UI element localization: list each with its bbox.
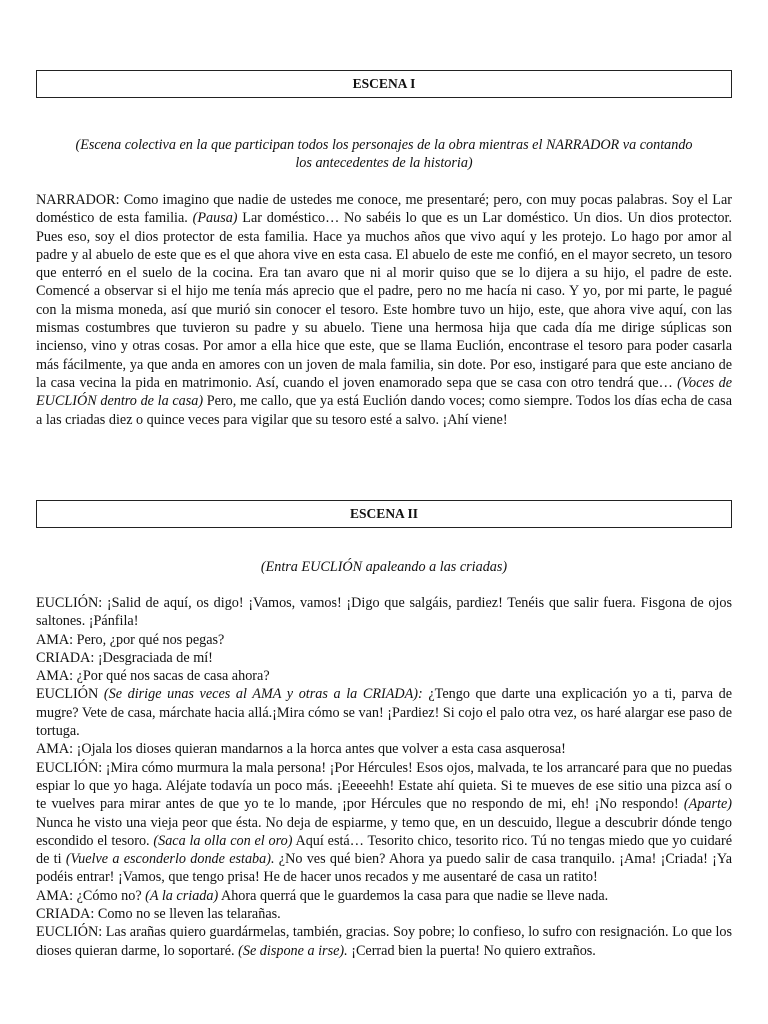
- speech-text: EUCLIÓN: [36, 686, 104, 703]
- stage-direction-inline: (Se dirige unas veces al AMA y otras a la CRIADA):: [103, 686, 423, 703]
- dialogue-line: [36, 649, 732, 667]
- stage-direction-inline: (Se dispone a irse).: [238, 942, 348, 959]
- speech-text: AMA: ¿Por qué nos sacas de casa ahora?: [36, 668, 270, 685]
- stage-direction-inline: (Aparte): [683, 796, 732, 813]
- stage-direction-inline: (Saca la olla con el oro): [153, 832, 293, 849]
- speech-text: CRIADA: ¡Desgraciada de mí!: [36, 649, 213, 666]
- speech-text: Aquí está… Tesorito chico, tesorito rico. Tú no tengas miedo que yo cuidaré de ti: [36, 832, 732, 868]
- stage-direction-line: (Entra EUCLIÓN apaleando a las criadas): [260, 559, 508, 575]
- speech-text: EUCLIÓN: Las arañas quiero guardármelas, también, gracias. Soy pobre; lo confieso, lo sufro con resignación. Lo que los dioses quieran darme, lo soportaré.: [36, 924, 732, 959]
- speech-text: ¿Tengo que darte una explicación yo a ti, parva de mugre? Vete de casa, márchate hacia allá.¡Mira cómo se van! ¡Pardiez! Si cojo el palo otra vez, os haré alargar ese paso de tortuga.: [36, 686, 733, 740]
- dialogue-line: [36, 685, 732, 740]
- speech-text: Nunca he visto una vieja peor que ésta. No deja de espiarme, y temo que, en un descuido, llegue a descubrir dónde tengo escondido el tesoro.: [36, 814, 732, 849]
- scene-1-heading-text: ESCENA I: [352, 76, 416, 91]
- scene-1-heading: [36, 70, 732, 98]
- speech-text: ¡Cerrad bien la puerta! No quiero extraños.: [347, 942, 596, 959]
- stage-direction-inline: (Pausa): [192, 210, 238, 227]
- dialogue-line: [36, 740, 732, 758]
- speech-text: EUCLIÓN: ¡Mira cómo murmura la mala persona! ¡Por Hércules! Esos ojos, malvada, te los arrancaré para que no puedas espiar lo que yo haga. Aléjate todavía un poco más. ¡Eeeeehh! Estate ahí quieta. Si te mueves de ese sitio una pizca así o te vuelves para mirar antes de que yo te lo mande, ¡por Hércules que no respondo de mi, eh! ¡No respondo!: [36, 759, 732, 813]
- stage-direction-inline: (Voces de EUCLIÓN dentro de la casa): [36, 374, 732, 410]
- speech-text: Ahora querrá que le guardemos la casa para que nadie se lleve nada.: [218, 887, 609, 904]
- dialogue-line: [36, 759, 732, 887]
- speech-text: ¿No ves qué bien? Ahora ya puedo salir de casa tranquilo. ¡Ama! ¡Criada! ¡Ya podéis entrar! ¡Vamos, que tengo prisa! He de hacer unos recados y me ausentaré de casa un ratito!: [36, 851, 732, 886]
- stage-direction-line: (Escena colectiva en la que participan todos los personajes de la obra mientras el NARRADOR va contando: [75, 137, 693, 153]
- dialogue-line: [36, 594, 732, 631]
- scene-2-dialogue: [36, 594, 732, 960]
- speech-text: NARRADOR: Como imagino que nadie de ustedes me conoce, me presentaré; pero, con muy pocas palabras. Soy el Lar doméstico de esta familia.: [36, 192, 732, 227]
- narrator-speech: [36, 191, 732, 429]
- speech-text: AMA: ¡Ojala los dioses quieran mandarnos a la horca antes que volver a esta casa asquerosa!: [36, 741, 566, 758]
- scene-1-stage-direction: [36, 136, 732, 173]
- stage-direction-inline: (A la criada): [145, 887, 219, 904]
- speech-text: AMA: ¿Cómo no?: [36, 887, 146, 904]
- dialogue-line: [36, 923, 732, 960]
- speech-text: Lar doméstico… No sabéis lo que es un Lar doméstico. Un dios. Un dios protector. Pues eso, soy el dios protector de esta familia. Hace ya muchos años que vivo aquí y les protejo. Lo hago por amor al padre y al abuelo de este que es el que ahora vive en esta casa. El abuelo de este me confió, en el mayor secreto, un tesoro que enterró en el suelo de la cocina. Era tan avaro que ni al morir quiso que se lo dijera a su hijo, el padre de este. Comencé a observar si el hijo me tenía más aprecio que el padre, pero no me hacía ni caso. Y yo, por mi parte, le pagué con la misma moneda, así que murió sin conocer el tesoro. Este hombre tuvo un hijo, este, que ahora vive aquí, con las mismas costumbres que tuvieron su padre y su abuelo. Tiene una hermosa hija que cada día me dirige súplicas son incienso, vino y otras cosas. Por amor a ella hice que este, que se llama Euclión, encontrase el tesoro para poder casarla más fácilmente, ya que anda en amores con un joven de mala familia, sin dote. Por eso, instigaré para que este anciano de la casa vecina la pida en matrimonio. Así, cuando el joven enamorado sepa que se casa con otro tendrá que…: [36, 210, 732, 391]
- dialogue-line: [36, 631, 732, 649]
- dialogue-line: [36, 905, 732, 923]
- scene-2-heading: [36, 500, 732, 528]
- speech-text: Pero, me callo, que ya está Euclión dando voces; como siempre. Todos los días echa de casa a las criadas diez o quince veces para vigilar que su tesoro esté a salvo. ¡Ahí viene!: [36, 393, 732, 428]
- speech-text: CRIADA: Como no se lleven las telarañas.: [36, 906, 281, 923]
- speech-text: EUCLIÓN: ¡Salid de aquí, os digo! ¡Vamos, vamos! ¡Digo que salgáis, pardiez! Tenéis que salir fuera. Fisgona de ojos saltones. ¡Pánfila!: [36, 595, 732, 630]
- dialogue-line: [36, 667, 732, 685]
- dialogue-line: [36, 887, 732, 905]
- scene-2-stage-direction: [36, 558, 732, 576]
- speech-text: AMA: Pero, ¿por qué nos pegas?: [36, 631, 225, 648]
- scene-2-heading-text: ESCENA II: [350, 506, 418, 521]
- stage-direction-line: los antecedentes de la historia): [295, 155, 473, 172]
- stage-direction-inline: (Vuelve a esconderlo donde estaba).: [65, 851, 275, 868]
